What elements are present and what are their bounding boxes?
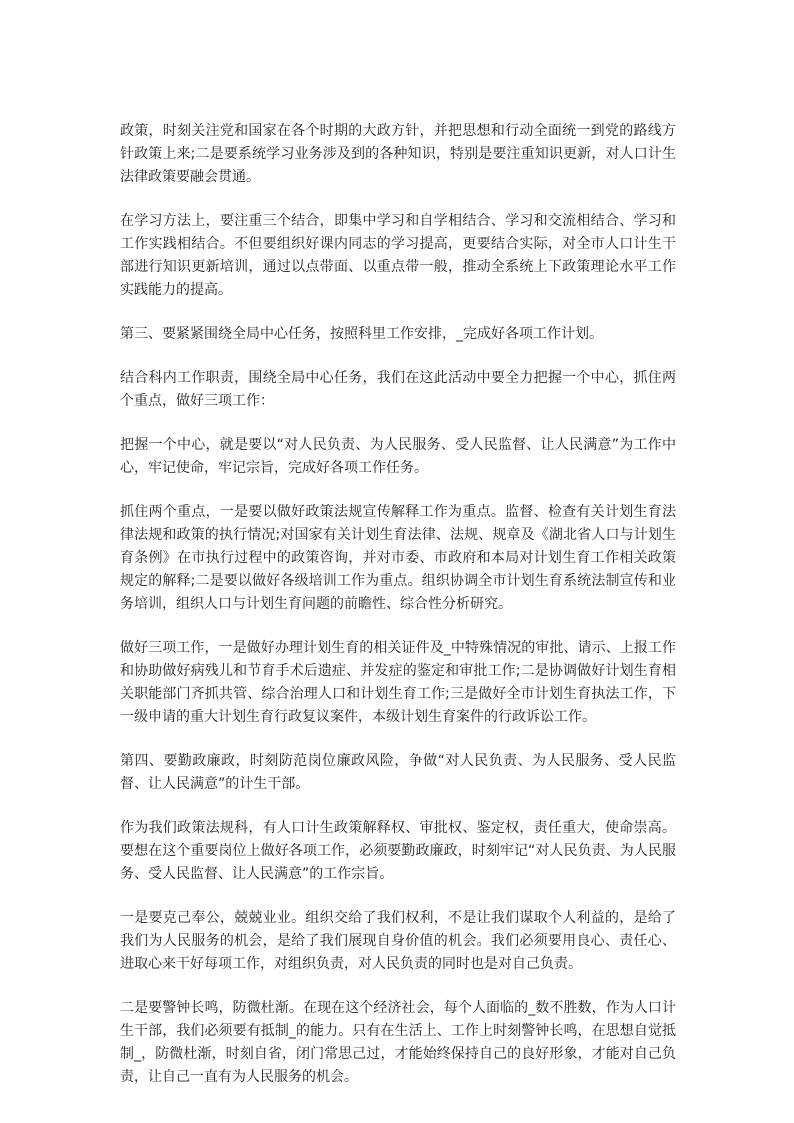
paragraph-1: 政策，时刻关注党和国家在各个时期的大政方针，并把思想和行动全面统一到党的路线方针政策上来;二是要系统学习业务涉及到的各种知识，特别是要注重知识更新，对人口计生法律政策要融会贯通。 xyxy=(120,123,676,185)
paragraph-10: 一是要克己奉公，兢兢业业。组织交给了我们权利，不是让我们谋取个人利益的，是给了我们为人民服务的机会，是给了我们展现自身价值的机会。我们必须要用良心、责任心、进取心来干好每项工作，对组织负责，对人民负责的同时也是对自己负责。 xyxy=(120,910,676,972)
paragraph-6: 抓住两个重点，一是要以做好政策法规宣传解释工作为重点。监督、检查有关计划生育法律法规和政策的执行情况;对国家有关计划生育法律、法规、规章及《湖北省人口与计划生育条例》在市执行过程中的政策咨询，并对市委、市政府和本局对计划生育工作相关政策规定的解释;二是要以做好各级培训工作为重点。组织协调全市计划生育系统法制宣传和业务培训，组织人口与计划生育问题的前瞻性、综合性分析研究。 xyxy=(120,504,676,612)
document-page xyxy=(120,120,676,1110)
paragraph-9: 作为我们政策法规科，有人口计生政策解释权、审批权、鉴定权，责任重大，使命崇高。要想在这个重要岗位上做好各项工作，必须要勤政廉政，时刻牢记“对人民负责、为人民服务、受人民监督、让人民满意”的工作宗旨。 xyxy=(120,820,676,882)
paragraph-11: 二是要警钟长鸣，防微杜渐。在现在这个经济社会，每个人面临的_数不胜数，作为人口计生干部，我们必须要有抵制_的能力。只有在生活上、工作上时刻警钟长鸣，在思想自觉抵制_，防微杜渐，时刻自省，闭门常思己过，才能始终保持自己的良好形象，才能对自己负责，让自己一直有为人民服务的机会。 xyxy=(120,1000,676,1085)
paragraph-4: 结合科内工作职责，围绕全局中心任务，我们在这此活动中要全力把握一个中心，抓住两个重点，做好三项工作： xyxy=(120,370,676,409)
paragraph-5: 把握一个中心，就是要以“对人民负责、为人民服务、受人民监督、让人民满意”为工作中心，牢记使命，牢记宗旨，完成好各项工作任务。 xyxy=(120,437,676,476)
section-heading-4: 第四、要勤政廉政，时刻防范岗位廉政风险，争做“对人民负责、为人民服务、受人民监督、让人民满意”的计生干部。 xyxy=(120,753,676,792)
paragraph-7: 做好三项工作，一是做好办理计划生育的相关证件及_中特殊情况的审批、请示、上报工作和协助做好病残儿和节育手术后遗症、并发症的鉴定和审批工作;二是协调做好计划生育相关职能部门齐抓共管、综合治理人口和计划生育工作;三是做好全市计划生育执法工作，下一级申请的重大计划生育行政复议案件，本级计划生育案件的行政诉讼工作。 xyxy=(120,640,676,725)
paragraph-2: 在学习方法上，要注重三个结合，即集中学习和自学相结合、学习和交流相结合、学习和工作实践相结合。不但要组织好课内同志的学习提高，更要结合实际，对全市人口计生干部进行知识更新培训，通过以点带面、以重点带一般，推动全系统上下政策理论水平工作实践能力的提高。 xyxy=(120,213,676,298)
section-heading-3: 第三、要紧紧围绕全局中心任务，按照科里工作安排，_完成好各项工作计划。 xyxy=(120,326,603,342)
